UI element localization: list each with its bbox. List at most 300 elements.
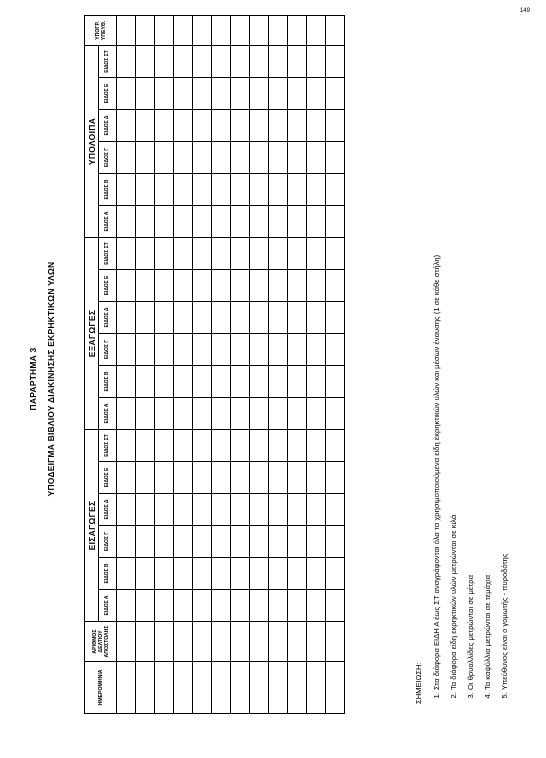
table-cell	[269, 662, 288, 714]
table-cell	[326, 558, 345, 590]
table-cell	[269, 16, 288, 46]
table-cell	[155, 270, 174, 302]
table-cell	[117, 302, 136, 334]
table-row	[174, 16, 193, 714]
table-cell	[326, 238, 345, 270]
table-cell	[326, 270, 345, 302]
table-cell	[193, 16, 212, 46]
table-cell	[212, 16, 231, 46]
table-cell	[250, 662, 269, 714]
table-cell	[307, 558, 326, 590]
table-cell	[117, 430, 136, 462]
page-subtitle: ΥΠΟΔΕΙΓΜΑ ΒΙΒΛΙΟΥ ΔΙΑΚΙΝΗΣΗΣ ΕΚΡΗΚΤΙΚΩΝ ΥΛΩΝ	[46, 261, 56, 497]
table-cell	[326, 494, 345, 526]
table-cell	[193, 174, 212, 206]
table-cell	[212, 334, 231, 366]
table-cell	[307, 494, 326, 526]
table-cell	[307, 366, 326, 398]
table-cell	[155, 238, 174, 270]
table-cell	[136, 430, 155, 462]
table-cell	[231, 334, 250, 366]
table-cell	[269, 494, 288, 526]
exports-subcol-header: ΕΙΔΟΣ Δ	[99, 302, 117, 334]
table-cell	[117, 526, 136, 558]
table-cell	[231, 494, 250, 526]
table-cell	[307, 622, 326, 662]
table-cell	[307, 174, 326, 206]
table-row	[269, 16, 288, 714]
table-cell	[212, 558, 231, 590]
table-cell	[250, 302, 269, 334]
table-cell	[326, 334, 345, 366]
table-cell	[250, 270, 269, 302]
table-cell	[193, 366, 212, 398]
table-cell	[231, 302, 250, 334]
table-cell	[269, 590, 288, 622]
table-cell	[307, 206, 326, 238]
table-cell	[250, 16, 269, 46]
table-cell	[212, 398, 231, 430]
table-cell	[117, 398, 136, 430]
table-cell	[307, 398, 326, 430]
table-cell	[288, 206, 307, 238]
table-cell	[250, 334, 269, 366]
table-cell	[269, 558, 288, 590]
table-cell	[288, 142, 307, 174]
table-cell	[250, 206, 269, 238]
table-cell	[288, 174, 307, 206]
table-cell	[193, 46, 212, 78]
table-cell	[269, 78, 288, 110]
table-cell	[212, 302, 231, 334]
table-cell	[174, 16, 193, 46]
signature-column-header: ΥΠΟΓΡ. ΥΠΕΥΘ.	[85, 16, 117, 46]
table-cell	[174, 270, 193, 302]
table-cell	[193, 622, 212, 662]
table-cell	[117, 46, 136, 78]
table-cell	[288, 78, 307, 110]
table-cell	[174, 110, 193, 142]
table-row	[326, 16, 345, 714]
table-cell	[136, 46, 155, 78]
notes-heading: ΣΗΜΕΙΩΣΗ:	[414, 662, 423, 704]
table-cell	[136, 78, 155, 110]
table-cell	[288, 302, 307, 334]
balances-subcol-header: ΕΙΔΟΣ Γ	[99, 142, 117, 174]
table-cell	[326, 206, 345, 238]
table-cell	[250, 110, 269, 142]
table-cell	[288, 398, 307, 430]
table-cell	[193, 334, 212, 366]
table-cell	[155, 494, 174, 526]
table-cell	[231, 78, 250, 110]
table-cell	[250, 366, 269, 398]
table-cell	[288, 16, 307, 46]
table-cell	[212, 590, 231, 622]
table-cell	[212, 494, 231, 526]
table-cell	[326, 16, 345, 46]
table-cell	[155, 16, 174, 46]
table-cell	[250, 526, 269, 558]
table-cell	[193, 558, 212, 590]
table-cell	[231, 558, 250, 590]
exports-subcol-header: ΕΙΔΟΣ Ε	[99, 270, 117, 302]
balances-subcol-header: ΕΙΔΟΣ Β	[99, 174, 117, 206]
table-cell	[136, 270, 155, 302]
table-cell	[212, 174, 231, 206]
table-row	[155, 16, 174, 714]
table-cell	[250, 558, 269, 590]
table-cell	[117, 174, 136, 206]
table-cell	[269, 206, 288, 238]
table-cell	[307, 46, 326, 78]
table-cell	[212, 662, 231, 714]
table-cell	[250, 398, 269, 430]
balances-group-header: ΥΠΟΛΟΙΠΑ	[85, 46, 99, 238]
table-cell	[269, 142, 288, 174]
table-cell	[136, 494, 155, 526]
table-cell	[326, 302, 345, 334]
table-cell	[117, 238, 136, 270]
notes-section	[410, 255, 513, 704]
table-row	[288, 16, 307, 714]
table-cell	[307, 238, 326, 270]
table-cell	[136, 558, 155, 590]
table-cell	[269, 302, 288, 334]
table-cell	[307, 78, 326, 110]
table-cell	[288, 238, 307, 270]
table-cell	[326, 398, 345, 430]
imports-subcol-header: ΕΙΔΟΣ Γ	[99, 526, 117, 558]
table-cell	[117, 622, 136, 662]
table-cell	[326, 462, 345, 494]
table-cell	[231, 590, 250, 622]
imports-subcol-header: ΕΙΔΟΣ Δ	[99, 494, 117, 526]
exports-subcol-header: ΕΙΔΟΣ Α	[99, 398, 117, 430]
table-cell	[193, 110, 212, 142]
table-cell	[231, 526, 250, 558]
date-column-header: ΗΜΕΡΟΜΗΝΙΑ	[85, 662, 117, 714]
table-cell	[174, 590, 193, 622]
table-cell	[288, 662, 307, 714]
table-cell	[212, 366, 231, 398]
table-cell	[269, 430, 288, 462]
table-cell	[307, 142, 326, 174]
table-cell	[288, 590, 307, 622]
table-cell	[193, 494, 212, 526]
table-cell	[174, 366, 193, 398]
table-row	[212, 16, 231, 714]
table-cell	[174, 206, 193, 238]
table-cell	[326, 430, 345, 462]
table-cell	[212, 238, 231, 270]
table-cell	[174, 334, 193, 366]
table-row	[231, 16, 250, 714]
balances-subcol-header: ΕΙΔΟΣ Δ	[99, 110, 117, 142]
table-cell	[288, 334, 307, 366]
table-cell	[231, 142, 250, 174]
table-cell	[136, 174, 155, 206]
table-cell	[326, 526, 345, 558]
imports-subcol-header: ΕΙΔΟΣ ΣΤ	[99, 430, 117, 462]
table-cell	[155, 462, 174, 494]
table-cell	[250, 494, 269, 526]
table-cell	[269, 398, 288, 430]
table-cell	[231, 622, 250, 662]
table-cell	[155, 334, 174, 366]
table-cell	[231, 398, 250, 430]
table-cell	[326, 46, 345, 78]
table-cell	[288, 366, 307, 398]
table-cell	[117, 16, 136, 46]
table-cell	[307, 270, 326, 302]
table-cell	[250, 238, 269, 270]
exports-subcol-header: ΕΙΔΟΣ Γ	[99, 334, 117, 366]
balances-subcol-header: ΕΙΔΟΣ ΣΤ	[99, 46, 117, 78]
table-cell	[288, 558, 307, 590]
table-cell	[288, 270, 307, 302]
table-cell	[212, 46, 231, 78]
table-cell	[136, 142, 155, 174]
table-cell	[193, 662, 212, 714]
table-cell	[231, 174, 250, 206]
table-cell	[212, 622, 231, 662]
table-cell	[307, 662, 326, 714]
table-cell	[136, 238, 155, 270]
table-cell	[155, 302, 174, 334]
table-cell	[136, 398, 155, 430]
imports-subcol-header: ΕΙΔΟΣ Β	[99, 558, 117, 590]
table-cell	[117, 494, 136, 526]
table-cell	[212, 110, 231, 142]
table-cell	[155, 526, 174, 558]
table-cell	[136, 206, 155, 238]
table-cell	[326, 590, 345, 622]
table-row	[117, 16, 136, 714]
table-cell	[250, 78, 269, 110]
table-cell	[136, 662, 155, 714]
exports-subcol-header: ΕΙΔΟΣ ΣΤ	[99, 238, 117, 270]
table-cell	[307, 462, 326, 494]
table-cell	[155, 142, 174, 174]
table-cell	[174, 302, 193, 334]
table-cell	[269, 46, 288, 78]
table-cell	[269, 334, 288, 366]
table-cell	[155, 110, 174, 142]
table-cell	[250, 622, 269, 662]
table-cell	[117, 110, 136, 142]
table-cell	[212, 462, 231, 494]
delivery-note-number-column-header: ΑΡΙΘΜΟΣ ΔΕΛΤΙΟΥ ΑΠΟΣΤΟΛΗΣ	[85, 622, 117, 662]
table-cell	[155, 622, 174, 662]
table-cell	[212, 270, 231, 302]
table-cell	[136, 334, 155, 366]
table-cell	[193, 238, 212, 270]
table-cell	[174, 78, 193, 110]
table-cell	[231, 110, 250, 142]
page-number: 149	[519, 7, 531, 14]
table-cell	[155, 662, 174, 714]
table-cell	[231, 430, 250, 462]
note-item: 3. Οι θρυαλλίδες μετρώνται σε μέτρα	[462, 255, 479, 690]
table-cell	[231, 206, 250, 238]
table-cell	[326, 662, 345, 714]
table-cell	[117, 558, 136, 590]
table-cell	[326, 110, 345, 142]
table-cell	[326, 622, 345, 662]
table-cell	[193, 398, 212, 430]
table-cell	[231, 462, 250, 494]
table-cell	[193, 462, 212, 494]
table-cell	[307, 16, 326, 46]
table-cell	[117, 462, 136, 494]
table-cell	[326, 78, 345, 110]
table-cell	[117, 590, 136, 622]
table-cell	[136, 110, 155, 142]
imports-subcol-header: ΕΙΔΟΣ Α	[99, 590, 117, 622]
page-title: ΠΑΡΑΡΤΗΜΑ 3	[28, 347, 38, 411]
table-cell	[307, 430, 326, 462]
table-row	[136, 16, 155, 714]
balances-subcol-header: ΕΙΔΟΣ Α	[99, 206, 117, 238]
table-cell	[193, 430, 212, 462]
table-cell	[231, 46, 250, 78]
note-item: 1. Στα διάφορα ΕΙΔΗ Α έως ΣΤ αναγράφονται όλα τα χρησιμοποιούμενα είδη εκρηκτικών υλών και μέσων έναυσης (1 σε κάθε στήλη)	[428, 255, 445, 690]
table-cell	[117, 142, 136, 174]
table-cell	[212, 78, 231, 110]
table-cell	[212, 142, 231, 174]
table-cell	[193, 206, 212, 238]
balances-subcol-header: ΕΙΔΟΣ Ε	[99, 78, 117, 110]
table-cell	[155, 174, 174, 206]
table-cell	[136, 462, 155, 494]
table-cell	[174, 238, 193, 270]
table-cell	[174, 46, 193, 78]
table-cell	[155, 46, 174, 78]
table-cell	[307, 526, 326, 558]
table-cell	[231, 366, 250, 398]
notes-list	[428, 255, 513, 704]
table-cell	[193, 142, 212, 174]
table-cell	[250, 590, 269, 622]
table-cell	[174, 430, 193, 462]
table-cell	[288, 462, 307, 494]
table-cell	[269, 174, 288, 206]
table-cell	[250, 46, 269, 78]
table-cell	[174, 142, 193, 174]
table-cell	[155, 558, 174, 590]
table-cell	[269, 462, 288, 494]
table-cell	[269, 270, 288, 302]
table-cell	[117, 334, 136, 366]
table-cell	[288, 430, 307, 462]
table-cell	[288, 110, 307, 142]
table-cell	[193, 78, 212, 110]
table-cell	[117, 366, 136, 398]
table-cell	[326, 142, 345, 174]
table-cell	[174, 398, 193, 430]
table-cell	[136, 590, 155, 622]
table-cell	[136, 622, 155, 662]
table-cell	[136, 366, 155, 398]
table-cell	[155, 398, 174, 430]
table-cell	[269, 526, 288, 558]
movement-log-table	[84, 15, 345, 714]
table-cell	[307, 334, 326, 366]
table-cell	[231, 662, 250, 714]
table-cell	[174, 462, 193, 494]
table-cell	[174, 494, 193, 526]
table-cell	[155, 366, 174, 398]
exports-subcol-header: ΕΙΔΟΣ Β	[99, 366, 117, 398]
note-item: 4. Τα καψύλλια μετρώνται σε τεμάχια	[479, 255, 496, 690]
table-cell	[155, 78, 174, 110]
table-cell	[288, 526, 307, 558]
table-cell	[269, 238, 288, 270]
table-cell	[231, 238, 250, 270]
table-cell	[117, 78, 136, 110]
table-cell	[155, 430, 174, 462]
table-cell	[212, 430, 231, 462]
table-cell	[288, 622, 307, 662]
table-cell	[193, 270, 212, 302]
table-cell	[212, 206, 231, 238]
table-cell	[269, 110, 288, 142]
table-row	[307, 16, 326, 714]
table-row	[193, 16, 212, 714]
imports-subcol-header: ΕΙΔΟΣ Ε	[99, 462, 117, 494]
table-cell	[174, 558, 193, 590]
table-cell	[155, 206, 174, 238]
table-cell	[326, 174, 345, 206]
table-cell	[117, 270, 136, 302]
table-cell	[269, 622, 288, 662]
table-cell	[250, 174, 269, 206]
table-cell	[117, 662, 136, 714]
table-cell	[174, 526, 193, 558]
table-cell	[231, 270, 250, 302]
table-cell	[326, 366, 345, 398]
table-cell	[174, 622, 193, 662]
table-cell	[193, 526, 212, 558]
table-cell	[231, 16, 250, 46]
table-row	[250, 16, 269, 714]
table-cell	[250, 430, 269, 462]
table-cell	[117, 206, 136, 238]
table-cell	[307, 590, 326, 622]
table-cell	[174, 174, 193, 206]
table-cell	[307, 302, 326, 334]
table-cell	[250, 142, 269, 174]
table-cell	[136, 302, 155, 334]
note-item: 2. Τα διάφορα είδη εκρηκτικών υλών μετρώνται σε κιλά	[445, 255, 462, 690]
imports-group-header: ΕΙΣΑΓΩΓΕΣ	[85, 430, 99, 622]
table-cell	[193, 590, 212, 622]
table-cell	[193, 302, 212, 334]
exports-group-header: ΕΞΑΓΩΓΕΣ	[85, 238, 99, 430]
note-item: 5. Υπεύθυνος είναι ο γομωτής - πυροδότης	[496, 255, 513, 690]
table-cell	[288, 494, 307, 526]
table-cell	[174, 662, 193, 714]
table-cell	[307, 110, 326, 142]
table-cell	[250, 462, 269, 494]
table-cell	[136, 16, 155, 46]
table-cell	[155, 590, 174, 622]
table-cell	[269, 366, 288, 398]
table-cell	[288, 46, 307, 78]
table-cell	[136, 526, 155, 558]
table-cell	[212, 526, 231, 558]
